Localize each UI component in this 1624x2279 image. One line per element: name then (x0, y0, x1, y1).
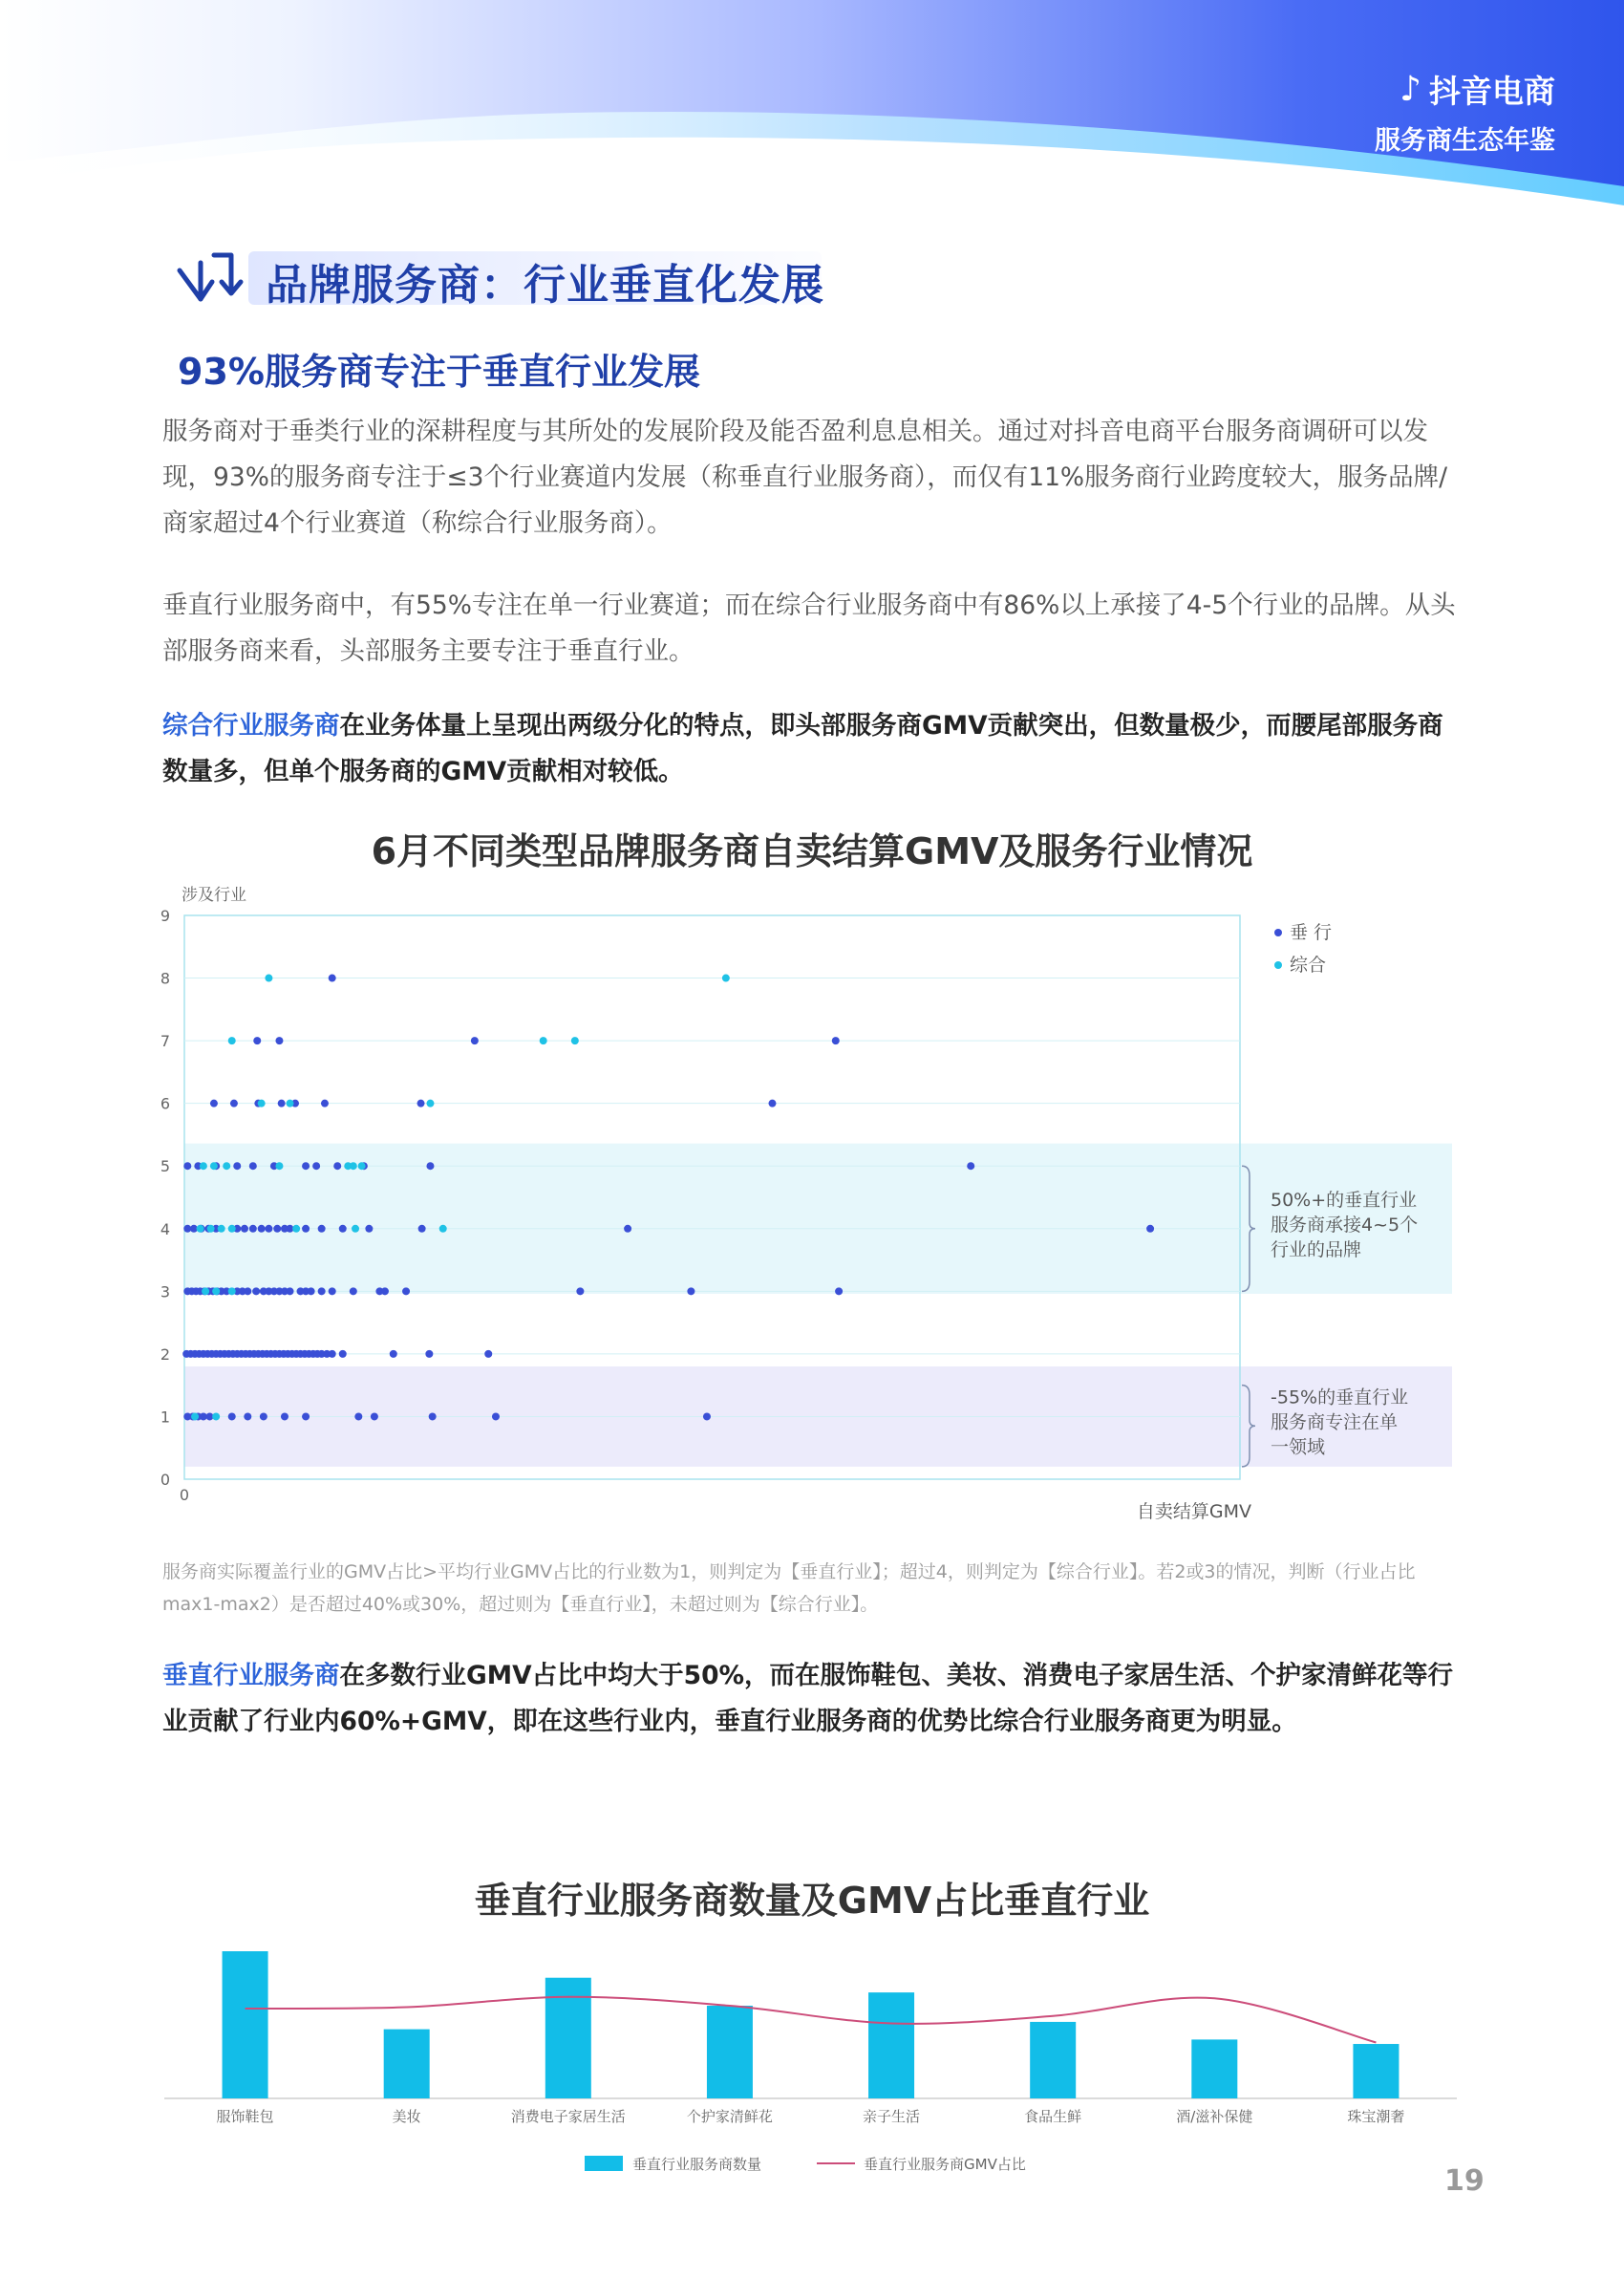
data-point (439, 1225, 447, 1233)
data-point (252, 1287, 260, 1295)
brand-name: 抖音电商 (1429, 73, 1555, 110)
data-point (265, 975, 272, 982)
y-tick-label: 9 (160, 907, 170, 925)
data-point (329, 1350, 336, 1358)
data-point (354, 1412, 362, 1420)
data-point (302, 1162, 310, 1170)
paragraph-2: 垂直行业服务商中，有55%专注在单一行业赛道；而在综合行业服务商中有86%以上承接了4-5个行业的品牌。从头部服务商来看，头部服务主要专注于垂直行业。 (162, 591, 1456, 666)
data-point (302, 1412, 310, 1420)
data-point (207, 1225, 215, 1233)
data-point (275, 1162, 283, 1170)
brand-logo (1375, 67, 1555, 112)
arrows-icon (180, 255, 241, 299)
x-tick-label: 个护家清鲜花 (686, 2108, 773, 2125)
data-point (260, 1412, 267, 1420)
y-tick-label: 8 (160, 969, 170, 988)
data-point (381, 1287, 389, 1295)
x-tick-label: 服饰鞋包 (216, 2108, 274, 2125)
x-tick-label: 亲子生活 (863, 2108, 921, 2125)
legend-marker (1274, 961, 1282, 969)
bar (707, 2006, 753, 2098)
data-point (183, 1162, 191, 1170)
x-tick-label: 0 (179, 1486, 190, 1504)
annotation-text: 50%+的垂直行业服务商承接4~5个行业的品牌 (1271, 1189, 1419, 1260)
data-point (281, 1412, 288, 1420)
data-point (228, 1037, 236, 1044)
series-count-bars (223, 1951, 1400, 2098)
y-tick-label: 6 (160, 1094, 170, 1113)
brand-block (1375, 67, 1555, 157)
data-point (258, 1100, 266, 1107)
data-point (249, 1162, 257, 1170)
data-point (329, 975, 336, 982)
data-point (484, 1350, 492, 1358)
data-point (233, 1162, 241, 1170)
bar (545, 1978, 591, 2098)
bar (384, 2030, 430, 2098)
data-point (358, 1162, 366, 1170)
data-point (228, 1412, 236, 1420)
chart-footnote: 服务商实际覆盖行业的GMV占比>平均行业GMV占比的行业数为1，则判定为【垂直行业】；超过4，则判定为【综合行业】。若2或3的情况，判断（行业占比max1-max2）是否超过40%或30%，超过则为【垂直行业】，未超过则为【综合行业】。 (162, 1561, 1416, 1615)
data-point (253, 1037, 261, 1044)
data-point (318, 1225, 326, 1233)
data-point (703, 1412, 711, 1420)
data-point (426, 1100, 434, 1107)
highlight-composite: 综合行业服务商 (162, 711, 340, 741)
data-point (302, 1225, 310, 1233)
bar (1353, 2044, 1399, 2098)
data-point (417, 1100, 425, 1107)
data-point (429, 1412, 437, 1420)
data-point (425, 1350, 433, 1358)
y-tick-label: 5 (160, 1157, 170, 1176)
data-point (426, 1162, 434, 1170)
paragraph-4 (162, 1653, 1462, 1745)
data-point (352, 1225, 359, 1233)
paragraph-3-body: 在业务体量上呈现出两级分化的特点，即头部服务商GMV贡献突出，但数量极少，而腰尾部服务商数量多，但单个服务商的GMV贡献相对较低。 (162, 711, 1443, 786)
data-point (212, 1287, 220, 1295)
data-point (292, 1225, 300, 1233)
data-point (321, 1100, 329, 1107)
legend-label: 垂直行业服务商数量 (632, 2156, 762, 2173)
data-point (329, 1287, 336, 1295)
data-point (722, 975, 730, 982)
scatter-chart (143, 879, 1481, 1529)
data-point (278, 1100, 286, 1107)
y-axis-label: 涉及行业 (182, 886, 246, 905)
data-point (244, 1287, 251, 1295)
data-point (244, 1412, 251, 1420)
x-axis-label: 自卖结算GMV (1136, 1501, 1251, 1522)
y-tick-label: 4 (160, 1219, 170, 1238)
data-point (333, 1162, 341, 1170)
music-note-icon: ♪ (1400, 70, 1421, 109)
x-tick-label: 食品生鲜 (1024, 2108, 1082, 2125)
data-point (318, 1287, 326, 1295)
y-tick-label: 3 (160, 1282, 170, 1301)
x-tick-label: 珠宝潮奢 (1347, 2108, 1405, 2125)
brand-subtitle: 服务商生态年鉴 (1375, 126, 1555, 156)
x-tick-label: 美妆 (392, 2108, 421, 2125)
data-point (273, 1225, 281, 1233)
highlight-vertical: 垂直行业服务商 (162, 1661, 340, 1690)
legend-label: 垂直行业服务商GMV占比 (864, 2156, 1026, 2173)
data-point (402, 1287, 410, 1295)
data-point (967, 1162, 974, 1170)
data-point (308, 1287, 315, 1295)
data-point (200, 1162, 207, 1170)
data-point (210, 1162, 218, 1170)
data-point (768, 1100, 776, 1107)
data-point (365, 1225, 373, 1233)
data-point (202, 1287, 209, 1295)
y-tick-label: 1 (160, 1408, 170, 1427)
bar (868, 1992, 914, 2098)
data-point (835, 1287, 843, 1295)
bar-line-chart (143, 1930, 1481, 2188)
data-point (287, 1100, 294, 1107)
data-point (312, 1162, 320, 1170)
data-point (339, 1350, 347, 1358)
legend-label: 综合 (1290, 955, 1327, 976)
data-point (471, 1037, 479, 1044)
paragraph-3 (162, 703, 1462, 795)
data-point (218, 1225, 225, 1233)
data-point (249, 1225, 257, 1233)
annotation-text: -55%的垂直行业服务商专注在单一领域 (1271, 1387, 1409, 1458)
bar (1030, 2022, 1076, 2098)
x-tick-label: 酒/滋补保健 (1176, 2108, 1253, 2125)
x-tick-label: 消费电子家居生活 (510, 2108, 626, 2125)
data-point (197, 1225, 204, 1233)
legend-marker (1274, 929, 1282, 936)
section-title: 品牌服务商：行业垂直化发展 (266, 261, 824, 310)
sub-title: 93%服务商专注于垂直行业发展 (178, 351, 700, 393)
legend-label: 垂 行 (1290, 922, 1333, 943)
y-tick-label: 2 (160, 1344, 170, 1364)
y-tick-label: 7 (160, 1032, 170, 1051)
data-point (687, 1287, 694, 1295)
data-point (540, 1037, 547, 1044)
data-point (339, 1225, 347, 1233)
paragraph-4-body: 在多数行业GMV占比中均大于50%，而在服饰鞋包、美妆、消费电子家居生活、个护家清鲜花等行业贡献了行业内60%+GMV，即在这些行业内，垂直行业服务商的优势比综合行业服务商更为明显。 (162, 1661, 1454, 1736)
data-point (576, 1287, 584, 1295)
page-number: 19 (1444, 2164, 1485, 2198)
data-point (624, 1225, 631, 1233)
data-point (287, 1287, 294, 1295)
data-point (212, 1412, 220, 1420)
data-point (832, 1037, 840, 1044)
data-point (241, 1225, 248, 1233)
data-point (350, 1287, 357, 1295)
data-point (371, 1412, 378, 1420)
data-point (275, 1037, 283, 1044)
data-point (191, 1412, 199, 1420)
data-point (265, 1225, 272, 1233)
data-point (228, 1225, 236, 1233)
data-point (210, 1100, 218, 1107)
data-point (228, 1287, 236, 1295)
data-point (350, 1162, 357, 1170)
y-tick-label: 0 (160, 1471, 170, 1489)
data-point (258, 1225, 266, 1233)
data-point (390, 1350, 397, 1358)
data-point (571, 1037, 579, 1044)
bar (223, 1951, 268, 2098)
paragraph-1: 服务商对于垂类行业的深耕程度与其所处的发展阶段及能否盈利息息相关。通过对抖音电商平台服务商调研可以发现，93%的服务商专注于≤3个行业赛道内发展（称垂直行业服务商），而仅有11%服务商行业跨度较大，服务品牌/商家超过4个行业赛道（称综合行业服务商）。 (162, 417, 1448, 538)
data-point (230, 1100, 238, 1107)
data-point (223, 1162, 230, 1170)
bar-chart-title: 垂直行业服务商数量及GMV占比垂直行业 (474, 1880, 1150, 1922)
data-point (492, 1412, 500, 1420)
data-point (418, 1225, 426, 1233)
bar (1191, 2039, 1237, 2098)
data-point (1146, 1225, 1154, 1233)
legend-marker-bar (585, 2156, 623, 2171)
scatter-chart-title: 6月不同类型品牌服务商自卖结算GMV及服务行业情况 (371, 830, 1253, 872)
